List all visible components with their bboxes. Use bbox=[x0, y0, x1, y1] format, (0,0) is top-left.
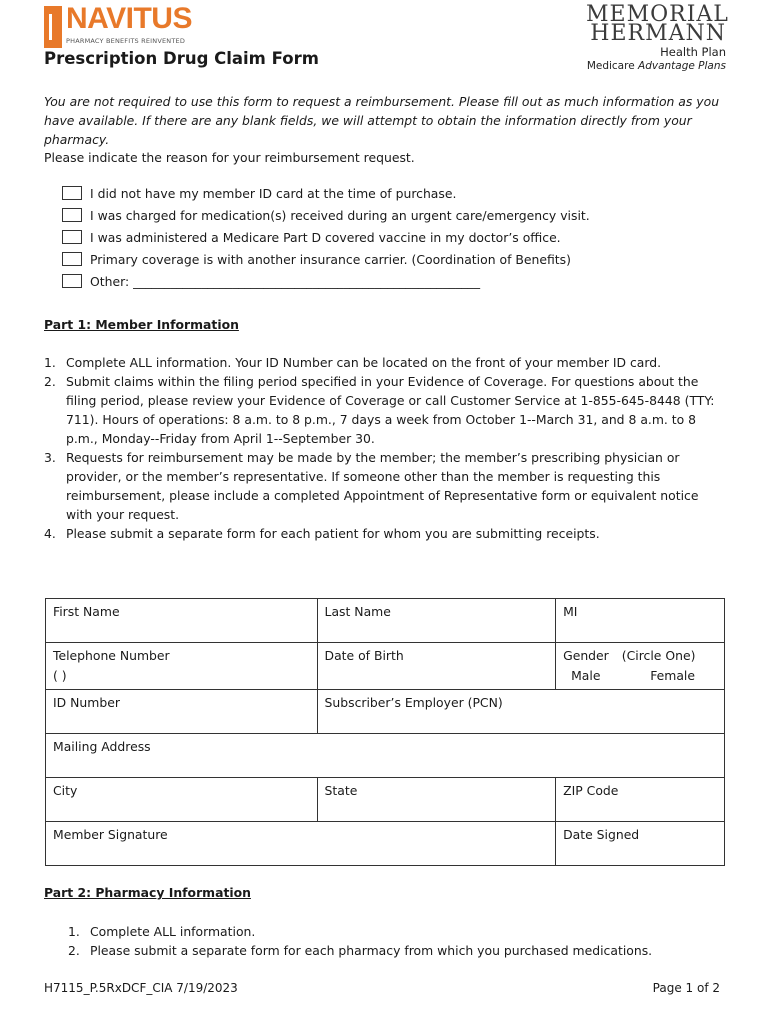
list-item bbox=[68, 941, 728, 960]
reason-label: I was charged for medication(s) received during an urgent care/emergency visit. bbox=[90, 208, 590, 223]
last-name-field[interactable] bbox=[317, 599, 556, 643]
employer-field[interactable] bbox=[317, 690, 724, 734]
reason-label: Other: ________________________________________________________ bbox=[90, 274, 481, 289]
member-information-form bbox=[45, 598, 725, 866]
circle-one-hint: (Circle One) bbox=[621, 648, 696, 663]
id-number-label: ID Number bbox=[53, 695, 120, 710]
mailing-address-label: Mailing Address bbox=[53, 739, 151, 754]
logo-line-health-plan: Health Plan bbox=[660, 45, 726, 59]
list-text: Submit claims within the filing period specified in your Evidence of Coverage. For questions about the filing period, please review your Evidence of Coverage or call Customer Service at 1-855-645-8448 (TTY: 711). Hours of operations: 8 a.m. to 8 p.m., 7 days a week from October 1--March 31, and 8 a.m. to 8 p.m., Monday--Friday from April 1--September 30. bbox=[66, 374, 715, 446]
mailing-address-field[interactable] bbox=[46, 734, 725, 778]
part2-instructions bbox=[68, 922, 728, 960]
date-signed-label: Date Signed bbox=[563, 827, 640, 842]
list-text: Complete ALL information. bbox=[90, 924, 256, 939]
list-number: 1. bbox=[68, 924, 80, 939]
navitus-mark-icon bbox=[44, 6, 62, 48]
mi-label: MI bbox=[563, 604, 578, 619]
list-number: 2. bbox=[44, 374, 56, 389]
mi-field[interactable] bbox=[556, 599, 725, 643]
reason-checkbox[interactable] bbox=[62, 274, 82, 288]
list-item bbox=[68, 922, 728, 941]
memorial-hermann-logo bbox=[586, 2, 729, 80]
reason-checkbox[interactable] bbox=[62, 252, 82, 266]
first-name-label: First Name bbox=[53, 604, 120, 619]
list-text: Complete ALL information. Your ID Number can be located on the front of your member ID card. bbox=[66, 355, 662, 370]
telephone-field[interactable] bbox=[46, 643, 318, 690]
reason-option bbox=[62, 252, 590, 274]
list-number: 4. bbox=[44, 526, 56, 541]
list-number: 2. bbox=[68, 943, 80, 958]
dob-label: Date of Birth bbox=[324, 648, 404, 663]
state-label: State bbox=[324, 783, 358, 798]
last-name-label: Last Name bbox=[324, 604, 391, 619]
reason-label: I did not have my member ID card at the time of purchase. bbox=[90, 186, 457, 201]
page-number: Page 1 of 2 bbox=[652, 981, 720, 995]
gender-options bbox=[563, 666, 717, 686]
zip-field[interactable] bbox=[556, 778, 725, 822]
reason-checkbox[interactable] bbox=[62, 208, 82, 222]
list-item bbox=[44, 524, 724, 543]
gender-option-female[interactable]: Female bbox=[650, 668, 695, 683]
list-number: 3. bbox=[44, 450, 56, 465]
logo-medicare-word: Medicare bbox=[586, 60, 635, 72]
zip-label: ZIP Code bbox=[563, 783, 619, 798]
reason-option bbox=[62, 230, 590, 252]
logo-line-memorial: MEMORIAL bbox=[586, 2, 729, 27]
gender-field bbox=[556, 643, 725, 690]
employer-label: Subscriber’s Employer (PCN) bbox=[324, 695, 503, 710]
part2-heading: Part 2: Pharmacy Information bbox=[44, 885, 251, 900]
city-field[interactable] bbox=[46, 778, 318, 822]
reason-prompt: Please indicate the reason for your reimbursement request. bbox=[44, 150, 415, 165]
list-text: Please submit a separate form for each pharmacy from which you purchased medications. bbox=[90, 943, 653, 958]
city-label: City bbox=[53, 783, 78, 798]
navitus-logo bbox=[44, 4, 204, 48]
logo-line-medicare bbox=[586, 60, 726, 72]
dob-field[interactable] bbox=[317, 643, 556, 690]
list-item bbox=[44, 448, 724, 524]
reason-option bbox=[62, 274, 590, 296]
telephone-area-code: ( ) bbox=[53, 668, 67, 683]
state-field[interactable] bbox=[317, 778, 556, 822]
list-text: Please submit a separate form for each patient for whom you are submitting receipts. bbox=[66, 526, 600, 541]
page-title: Prescription Drug Claim Form bbox=[44, 49, 319, 68]
navitus-logo-name: NAVITUS bbox=[66, 2, 192, 35]
member-signature-label: Member Signature bbox=[53, 827, 168, 842]
intro-paragraph: You are not required to use this form to request a reimbursement. Please fill out as much information as you have available. If there are any blank fields, we will attempt to obtain the information directly from your pharmacy. bbox=[44, 94, 720, 147]
list-text: Requests for reimbursement may be made by the member; the member’s prescribing physician or provider, or the member’s representative. If someone other than the member is requesting this reimbursement, please include a completed Appointment of Representative form or equivalent notice with your request. bbox=[66, 450, 699, 522]
reason-checkbox-list bbox=[62, 186, 590, 296]
gender-label: Gender bbox=[563, 648, 609, 663]
navitus-logo-tagline: PHARMACY BENEFITS REINVENTED bbox=[66, 37, 186, 45]
list-item bbox=[44, 353, 724, 372]
reason-checkbox[interactable] bbox=[62, 230, 82, 244]
reason-option bbox=[62, 186, 590, 208]
member-signature-field[interactable] bbox=[46, 822, 556, 866]
reason-label: Primary coverage is with another insurance carrier. (Coordination of Benefits) bbox=[90, 252, 571, 267]
reason-checkbox[interactable] bbox=[62, 186, 82, 200]
part1-heading: Part 1: Member Information bbox=[44, 317, 239, 332]
form-code: H7115_P.5RxDCF_CIA 7/19/2023 bbox=[44, 981, 238, 995]
gender-option-male[interactable]: Male bbox=[571, 668, 601, 683]
id-number-field[interactable] bbox=[46, 690, 318, 734]
telephone-label: Telephone Number bbox=[53, 648, 170, 663]
first-name-field[interactable] bbox=[46, 599, 318, 643]
list-number: 1. bbox=[44, 355, 56, 370]
reason-option bbox=[62, 208, 590, 230]
date-signed-field[interactable] bbox=[556, 822, 725, 866]
logo-advantage-words: Advantage Plans bbox=[638, 60, 726, 72]
part1-instructions bbox=[44, 353, 724, 543]
list-item bbox=[44, 372, 724, 448]
gender-header bbox=[563, 646, 717, 666]
reason-label: I was administered a Medicare Part D covered vaccine in my doctor’s office. bbox=[90, 230, 561, 245]
logo-line-hermann: HERMANN bbox=[590, 21, 726, 46]
